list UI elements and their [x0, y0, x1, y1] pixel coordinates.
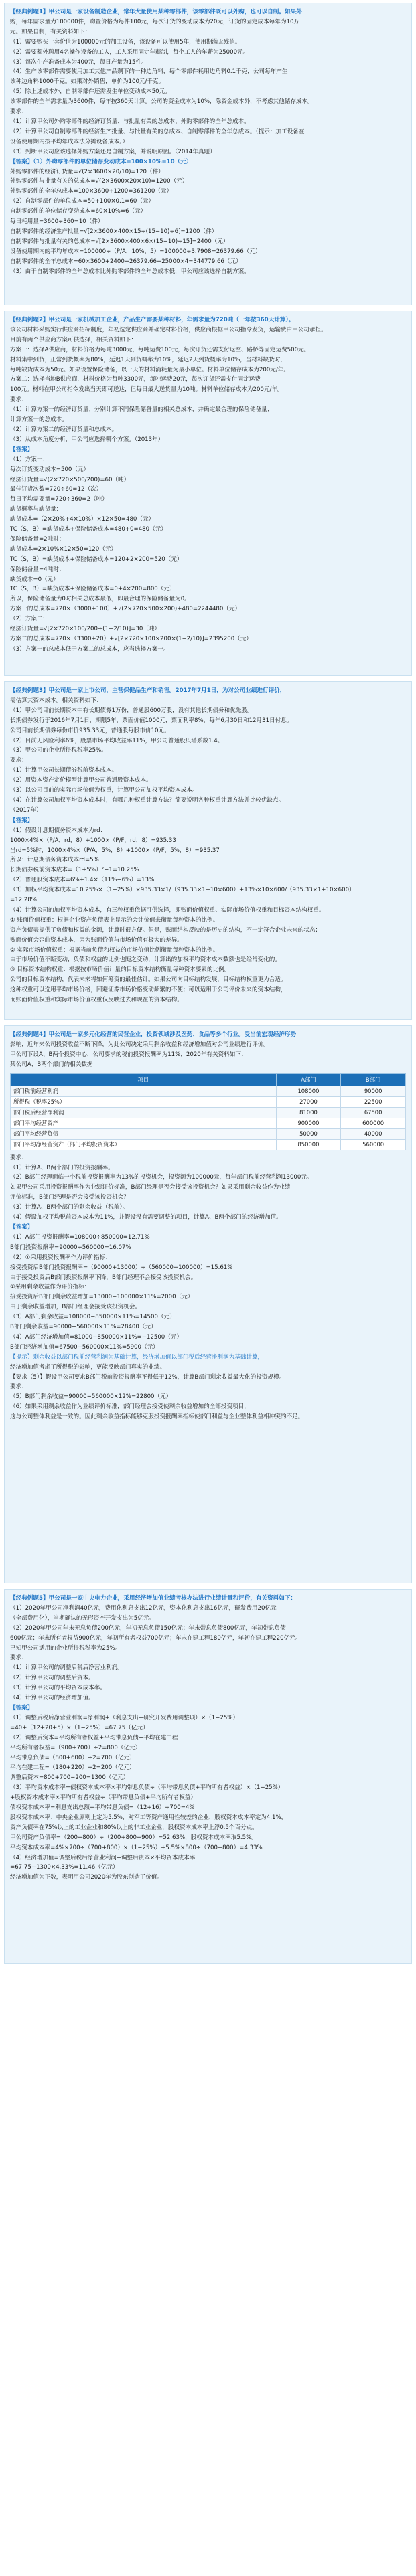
text-line: 所以，保险储备量为0时相关总成本最低，即最合理的保险储备量为0。	[10, 596, 190, 603]
text-line: 某公司A、B两个部门的相关数据	[10, 1061, 93, 1068]
text-line: （2）用资本资产定价模型计算甲公司普通股资本成本。	[10, 777, 152, 784]
table-row	[11, 1139, 406, 1150]
text-line: （1）2020年甲公司净利润40亿元，费用化利息支出12亿元，资本化利息支出16亿元，研发费用20亿元	[10, 1604, 277, 1612]
text-line: （2）计算甲公司自制零部件的经济生产批量、与批量有关的总成本、自制零部件的全年总成本。（提示：加工设备在	[10, 128, 305, 135]
text-line: 要求：	[10, 1383, 27, 1391]
text-line: 需估算其资本成本。相关资料如下：	[10, 697, 102, 704]
text-line: 调整后资本=800+700−200=1300（亿元）	[10, 1774, 129, 1782]
example-card-3	[4, 681, 412, 1020]
text-line: 甲公司下设A、B两个投资中心，公司要求的税前投资报酬率为11%，2020年有关资料如下：	[10, 1051, 247, 1058]
text-line: ③ 目标资本结构权重：根据按市场价值计量的目标资本结构衡量每种资本要素的比例。	[10, 966, 230, 974]
text-line: B部门剩余收益=90000−560000×11%=28400（元）	[10, 1324, 157, 1331]
text-line: （2）自制零部件的单位成本=50+100×0.1=60（元）	[10, 198, 155, 205]
text-line: 公司的目标资本结构，代表未来将如何筹资的最佳估计。如果公司向目标结构发展，目标结构权重更为合适。	[10, 976, 287, 984]
example-card-1	[4, 3, 412, 305]
text-line: （5）B部门剩余收益=90000−560000×12%=22800（元）	[10, 1393, 172, 1401]
text-line: （4）计算甲公司的经济增加值。	[10, 1695, 94, 1702]
text-line: TC（S，B）=缺货成本+保险储备成本=480+0=480（元）	[10, 526, 167, 533]
text-line: （4）在计算公司加权平均资本成本时，有哪几种权重计算方法？简要说明各种权重计算方法并比较优缺点。	[10, 796, 285, 804]
table-cell: 108000	[276, 1086, 341, 1096]
text-line: 【提示】剩余收益以部门税前经营利润为基础计算，经济增加值以部门税后经营净利润为基础计算，	[10, 1353, 264, 1361]
text-line: 由于接受投资后B部门投资报酬率下降，B部门经理不会接受该投资机会。	[10, 1274, 197, 1281]
text-line: 目前有两个供应商方案可供选择，相关资料如下：	[10, 336, 137, 343]
text-line: （3）加权平均资本成本=10.25%×（1−25%）×935.33×1/（935.33×1+10×600）+13%×10×600/（935.33×1+10×600）	[10, 887, 355, 894]
text-line: （3）计算甲公司的平均资本成本率。	[10, 1685, 106, 1692]
text-line: =67.75−1300×4.33%=11.46（亿元）	[10, 1864, 119, 1871]
text-line: （2）①采用投资报酬率作为评价指标：	[10, 1254, 111, 1261]
text-line: 每吨缺货成本为50元。如果设置保险储备，以一天的材料消耗量为最小单位。材料单位储存成本为200元/年。	[10, 366, 289, 373]
table-cell: 部门平均净经营资产（部门平均投资资本）	[11, 1139, 277, 1150]
text-line: ②采用剩余收益作为评价指标：	[10, 1284, 90, 1291]
text-line: （1）甲公司目前长期资本中有长期债券1万份，普通股600万股，没有其他长期债务和优先股。	[10, 707, 253, 714]
text-line: 【要求（5）】假设甲公司要求B部门税前投资报酬率不得低于12%，计算B部门剩余收益最大化的投资规模。	[10, 1373, 285, 1381]
text-line: （4）生产该零部件需要使用加工其他产品剩下的一种边角料，每个零部件耗用边角料0.1千克，公司每年产生	[10, 68, 288, 76]
table-cell: 900000	[276, 1118, 341, 1128]
table-row	[11, 1096, 406, 1107]
text-line: 要求：	[10, 757, 27, 764]
text-line: 【答案】	[10, 817, 33, 824]
text-line: （2）调整后资本=平均所有者权益+平均带息负债−平均在建工程	[10, 1734, 178, 1741]
text-line: （3）由于自制零部件的全年总成本比外购零部件的全年总成本低，甲公司应该选择自制方案。	[10, 268, 250, 275]
example-card-5	[4, 1589, 412, 1964]
text-line: 要求：	[10, 108, 27, 116]
text-line: （1）假设计息期债务资本成本为rd：	[10, 827, 107, 834]
table-cell: 560000	[341, 1139, 406, 1150]
text-line: （3）A部门剩余收益=108000−850000×11%=14500（元）	[10, 1314, 176, 1321]
text-line: （3）每次生产准备成本为400元，每日产量为15件。	[10, 58, 147, 66]
text-line: 外购零部件与批量有关的总成本=√(2×3600×20×10)=1200（元）	[10, 178, 188, 185]
text-line: 方案一：选择A供应商，材料价格为每吨3000元，每吨运费100元，每次订货还需支付返空、路桥等固定运费500元。	[10, 346, 310, 353]
table-cell: 部门平均经营资产	[11, 1118, 277, 1128]
text-line: （1）计算甲公司外购零部件的经济订货量、与批量有关的总成本、外购零部件的全年总成本。	[10, 118, 250, 125]
text-line: （4）A部门经济增加值=81000−850000×11%=−12500（元）	[10, 1333, 183, 1341]
text-line: 平均带息负债=（800+600）÷2=700（亿元）	[10, 1754, 135, 1762]
text-line: 【经典例题1】甲公司是一家设备制造企业，常年大量使用某种零部件，该零部件既可以外购，也可以自制。如果外	[10, 9, 302, 15]
text-line: 缺货成本=2×10%×12×50=120（元）	[10, 545, 117, 553]
text-line: B部门投资报酬率=90000÷560000=16.07%	[10, 1243, 131, 1251]
text-line: 债权资本成本率=利息支出总额÷平均带息负债=（12+16）÷700=4%	[10, 1804, 195, 1812]
text-line: 经济增加值为正数，表明甲公司2020年为股东创造了价值。	[10, 1874, 163, 1881]
table-header-cell: B部门	[341, 1073, 406, 1086]
text-line: （3）计算A、B两个部门的剩余收益（税前）。	[10, 1204, 129, 1211]
table-row	[11, 1086, 406, 1096]
table-cell: 40000	[341, 1128, 406, 1139]
table-body	[11, 1086, 406, 1150]
table-cell: 67500	[341, 1107, 406, 1118]
text-line: 影响，近年来公司投资收益不断下降，为此公司决定采用剩余收益和经济增加值对公司业绩进行评价。	[10, 1041, 269, 1048]
text-line: 设备使用期内按平均年成本法分摊设备成本。）	[10, 138, 129, 145]
text-line: 股权资本成本率：中央企业原则上定为5.5%，对军工等资产通用性较差的企业，股权资本成本率定为4.1%，	[10, 1814, 287, 1821]
text-line: （4）计算公司的加权平均资本成本，有三种权重依据可供选择，即账面价值权重、实际市场价值权重和目标资本结构权重。	[10, 906, 325, 914]
text-line: （2）目前无风险利率6%，股票市场平均收益率11%，甲公司普通股贝塔系数1.4。	[10, 737, 224, 744]
text-line: 600亿元；年末所有者权益900亿元，年初所有者权益700亿元；年末在建工程180亿元，年初在建工程220亿元。	[10, 1634, 301, 1642]
table-cell: 50000	[276, 1128, 341, 1139]
text-line: （2）2020年甲公司年末无息负债200亿元，年初无息负债150亿元；年末带息负债800亿元，年初带息负债	[10, 1624, 286, 1632]
text-line: 方案一的总成本=720×（3000+100）+√(2×720×500×200)+480=2244480（元）	[10, 606, 241, 613]
text-line: 由于市场价值不断变动，负债和权益的比例也随之变动，计算出的加权平均资本成本数额也是经常变化的。	[10, 956, 281, 964]
text-line: 【答案】（1）外购零部件的单位储存变动成本=100×10%=10（元）	[10, 158, 192, 165]
card-text-after	[10, 1153, 406, 1422]
text-line: 公司目前长期债券每份市价935.33元，普通股每股市价10元。	[10, 727, 170, 734]
text-line: 所以：计息期债务资本成本rd=5%	[10, 857, 99, 864]
text-line: （1）A部门投资报酬率=108000÷850000=12.71%	[10, 1233, 150, 1241]
text-line: （3）以公司目前的实际市场价值为权重，计算甲公司加权平均资本成本。	[10, 787, 198, 794]
text-line: TC（S，B）=缺货成本+保险储备成本=0+4×200=800（元）	[10, 586, 176, 593]
text-line: 1000×4%×（P/A，rd，8）+1000×（P/F，rd，8）=935.33	[10, 837, 176, 844]
text-line: 该公司材料采购实行供应商招标制度，年初选定供应商并确定材料价格，供应商根据甲公司指令发货，运输费由甲公司承担。	[10, 326, 327, 333]
text-line: 保险储备量=4吨时：	[10, 566, 65, 573]
text-line: 材料集中到货，正常到货概率为80%，延迟1天到货概率为10%，延迟2天到货概率为10%，当材料缺货时，	[10, 356, 286, 363]
text-line: （2）计算方案二的经济订货量和总成本。	[10, 426, 118, 433]
table-cell: 850000	[276, 1139, 341, 1150]
text-line: 每次订货变动成本=500（元）	[10, 466, 90, 473]
department-table	[10, 1073, 406, 1150]
text-line: B部门经济增加值=67500−560000×11%=5900（元）	[10, 1343, 159, 1351]
text-line: 经济增加值考虑了所得税的影响，更能反映部门真实的业绩。	[10, 1363, 166, 1371]
text-line: 【经典例题5】甲公司是一家中央电力企业，采用经济增加值业绩考核办法进行业绩计量和评价，有关资料如下：	[10, 1595, 297, 1602]
text-line: 【经典例题3】甲公司是一家上市公司，主营保健品生产和销售。2017年7月1日，为对公司业绩进行评价，	[10, 687, 286, 694]
text-line: 设备使用期内的平均年成本=100000÷（P/A，10%，5）=100000÷3.7908=26379.66（元）	[10, 248, 261, 255]
text-line: 资产负债率在75%以上的工业企业和80%以上的非工业企业，股权资本成本率上浮0.5个百分点。	[10, 1824, 258, 1831]
text-line: （4）假设加权平均税前资本成本为11%，并假设没有需要调整的项目，计算A、B两个部门的经济增加值。	[10, 1214, 282, 1221]
text-line: 自制零部件的经济生产批量=√[2×3600×400×15÷(15−10)÷6]=1200（件）	[10, 228, 218, 235]
table-row	[11, 1128, 406, 1139]
text-line: 【答案】	[10, 1223, 33, 1231]
table-header-cell: 项目	[11, 1073, 277, 1086]
text-line: （2）普通股资本成本=6%+1.4×（11%−6%）=13%	[10, 877, 155, 884]
text-line: （6）如果采用剩余收益作为业绩评价标准，部门经理会接受使剩余收益增加的全部投资项目，	[10, 1403, 250, 1411]
example-card-2	[4, 311, 412, 676]
text-line: 经济订货量=√[2×720×100/200÷(1−2/10)]=30（吨）	[10, 626, 161, 633]
example-card-4	[4, 1025, 412, 1583]
table-header-cell: A部门	[276, 1073, 341, 1086]
text-line: （2）需要额外聘用4名操作设备的工人，工人采用固定年薪制，每个工人的年薪为25000元。	[10, 48, 249, 56]
text-line: 自制零部件的单位储存变动成本=60×10%=6（元）	[10, 208, 147, 216]
text-line: 要求：	[10, 1654, 27, 1662]
text-line: 缺货成本=（2×20%+4×10%）×12×50=480（元）	[10, 516, 155, 523]
text-line: 计算方案一的总成本。	[10, 416, 68, 424]
table-cell: 22500	[341, 1096, 406, 1107]
text-line: （3）平均资本成本率=债权资本成本率×平均带息负债÷（平均带息负债+平均所有者权益）×（1−25%）	[10, 1784, 284, 1792]
text-line: +股权资本成本率×平均所有者权益÷（平均带息负债+平均所有者权益）	[10, 1794, 197, 1802]
text-line: 【经典例题2】甲公司是一家机械加工企业，产品生产需要某种材料，年需求量为720吨（一年按360天计算）。	[10, 317, 295, 323]
card-text	[10, 686, 406, 1005]
text-line: （2）B部门经理面临一个税前投资报酬率为13%的投资机会，投资额为100000元，每年部门税前经营利润13000元。	[10, 1174, 313, 1181]
text-line: （2）方案二：	[10, 616, 49, 623]
card-text	[10, 1030, 406, 1070]
text-line: 如果甲公司采用投资报酬率作为业绩评价标准，B部门经理是否会接受该投资机会？如果采用剩余收益作为业绩	[10, 1184, 291, 1191]
text-line: 【答案】	[10, 446, 33, 453]
text-line: （1）计算方案一的经济订货量；分别计算不同保险储备量的相关总成本，并确定最合理的保险储备量；	[10, 406, 273, 414]
text-line: 接受投资后B部门剩余收益增加=13000−100000×11%=2000（元）	[10, 1294, 194, 1301]
text-line: 平均在建工程=（180+220）÷2=200（亿元）	[10, 1764, 135, 1772]
text-line: （1）计算甲公司长期债券税前资本成本。	[10, 767, 118, 774]
text-line: 每日平均需要量=720÷360=2（吨）	[10, 496, 108, 503]
text-line: 【经典例题4】甲公司是一家多元化经营的民营企业，投资领域涉及医药、食品等多个行业。受当前宏观经济形势	[10, 1031, 297, 1038]
text-line: 经济订货量=√(2×720×500/200)=60（吨）	[10, 476, 130, 483]
text-line: 该零部件的全年需求量为3600件，每年按360天计算。公司的资金成本为10%，除资金成本外，不考虑其他储存成本。	[10, 98, 314, 106]
text-line: 最佳订货次数=720÷60=12（次）	[10, 486, 102, 493]
text-line: 甲公司资产负债率=（200+800）÷（200+800+900）=52.63%，股权资本成本率取5.5%。	[10, 1834, 257, 1841]
text-line: （1）计算A、B两个部门的投资报酬率。	[10, 1164, 114, 1171]
text-line: 这与公司整体利益是一致的。因此剩余收益指标能够克服投资报酬率指标使部门利益与企业整体利益相冲突的不足。	[10, 1413, 304, 1421]
text-line: 外购零部件的经济订货量=√(2×3600×20/10)=120（件）	[10, 168, 164, 175]
text-line: （1）需要购买一套价值为100000元的加工设备，该设备可以使用5年，使用期满无残值。	[10, 38, 241, 46]
text-line: 长期债券发行于2016年7月1日，期限5年，票面价值1000元，票面利率8%，每年6月30日和12月31日付息。	[10, 717, 293, 724]
text-line: 该种边角料1000千克。如果对外销售，单价为100元/千克。	[10, 78, 165, 86]
text-line: 要求：	[10, 1154, 27, 1161]
text-line: （2017年）	[10, 806, 42, 814]
text-line: 而账面价值权重和实际市场价值权重仅反映过去和现在的资本结构。	[10, 997, 183, 1004]
text-line: （1）调整后税后净营业利润=净利润+（利息支出+研究开发费用调整项）×（1−25%）	[10, 1714, 239, 1721]
table-cell: 部门平均经营负债	[11, 1128, 277, 1139]
table-row	[11, 1107, 406, 1118]
card-text	[10, 1594, 406, 1883]
text-line: 【答案】	[10, 1704, 33, 1711]
text-line: 当rd=5%时，1000×4%×（P/A，5%，8）+1000×（P/F，5%，8）=935.37	[10, 847, 220, 854]
text-line: 要求：	[10, 396, 27, 404]
text-line: （3）方案一的总成本低于方案二的总成本，应当选择方案一。	[10, 645, 169, 653]
card-text	[10, 315, 406, 655]
table-cell: 90000	[341, 1086, 406, 1096]
text-line: 长期债券税前资本成本=（1+5%）²−1=10.25%	[10, 867, 139, 874]
text-line: 缺货概率与缺货量：	[10, 506, 62, 513]
text-line: （3）甲公司的企业所得税税率25%。	[10, 747, 107, 754]
text-line: 保险储备量=2吨时：	[10, 535, 65, 543]
text-line: 外购零部件的全年总成本=100×3600+1200=361200（元）	[10, 188, 173, 195]
table-cell: 81000	[276, 1107, 341, 1118]
text-line: 资产负债表提供了负债和权益的金额，计算时很方便。但是，账面结构反映的是历史的结构，不一定符合企业未来的状态；	[10, 926, 322, 934]
text-line: （1）方案一：	[10, 456, 49, 463]
text-line: ① 账面价值权重：根据企业资产负债表上显示的会计价值来衡量每种资本的比例。	[10, 916, 219, 924]
text-line: TC（S，B）=缺货成本+保险储备成本=120+2×200=520（元）	[10, 555, 183, 563]
text-line: （4）经济增加值=调整后税后净营业利润−调整后资本×平均资本成本率	[10, 1854, 196, 1861]
table-cell: 部门税后经营净利润	[11, 1107, 277, 1118]
text-line: 自制零部件的全年总成本=60×3600+2400+26379.66+25000×4=344779.66（元）	[10, 258, 242, 265]
text-line: 平均资本成本率=4%×700÷（700+800）×（1−25%）+5.5%×800÷（700+800）=4.33%	[10, 1844, 263, 1851]
table-cell: 27000	[276, 1096, 341, 1107]
table-cell: 600000	[341, 1118, 406, 1128]
table-header-row	[11, 1073, 406, 1086]
text-line: 自制零部件与批量有关的总成本=√[2×3600×400×6×(15−10)÷15]=2400（元）	[10, 238, 229, 245]
text-line: 购，每年需求量为100000件，购置价格为每件100元，每次订货的变动成本为20元，订货的固定成本每年为10万	[10, 18, 300, 25]
text-line: 方案二的总成本=720×（3300+20）+√[2×720×100×200×(1−2/10)]=2395200（元）	[10, 636, 252, 642]
text-line: （5）除上述成本外，自制零部件还需发生单位变动成本50元。	[10, 88, 171, 96]
table-cell: 部门税前经营利润	[11, 1086, 277, 1096]
text-line: =12.28%	[10, 897, 37, 904]
text-line: 账面价值会歪曲资本成本，因为账面价值与市场价值有极大的差异。	[10, 936, 183, 944]
text-line: （全部费用化），当期确认的无形资产开发支出为5亿元。	[10, 1614, 155, 1622]
text-line: 缺货成本=0（元）	[10, 576, 59, 583]
card-text	[10, 7, 406, 276]
text-line: 方案二：选择当地B供应商，材料价格为每吨3300元，每吨运费20元，每次订货还需支付固定运费	[10, 376, 261, 383]
table-row	[11, 1118, 406, 1128]
text-line: 元。如果自制，有关资料如下：	[10, 28, 91, 35]
text-line: ② 实际市场价值权重：根据当前负债和权益的市场价值比例衡量每种资本的比例。	[10, 946, 219, 954]
text-line: 评价标准，B部门经理是否会接受该投资机会？	[10, 1194, 129, 1201]
text-line: 100元。材料在甲公司指令发出当天即可送达，但每日最大送货量为10吨。材料单位储存成本为200元/年。	[10, 386, 283, 394]
text-line: （3）从成本角度分析，甲公司应选择哪个方案。（2013年）	[10, 436, 164, 443]
text-line: 接受投资后B部门投资报酬率=（90000+13000）÷（560000+100000）=15.61%	[10, 1264, 233, 1271]
text-line: （3）判断甲公司应该选择外购方案还是自制方案，并说明原因。（2014年真题）	[10, 148, 216, 155]
table-cell: 所得税（税率25%）	[11, 1096, 277, 1107]
text-line: =40+（12+20+5）×（1−25%）=67.75（亿元）	[10, 1724, 149, 1731]
text-line: 平均所有者权益=（900+700）÷2=800（亿元）	[10, 1744, 141, 1751]
text-line: （2）计算甲公司的调整后资本。	[10, 1675, 94, 1682]
text-line: 这种权重可以选用平均市场价格，回避证券市场价格变动频繁的不便；可以适用于公司评价未来的资本结构，	[10, 986, 287, 994]
text-line: 已知甲公司适用的企业所得税税率为25%。	[10, 1644, 121, 1652]
text-line: 由于剩余收益增加，B部门经理会接受该投资机会。	[10, 1304, 141, 1311]
text-line: （1）计算甲公司的调整后税后净营业利润。	[10, 1664, 123, 1672]
text-line: 每日耗用量=3600÷360=10（件）	[10, 218, 104, 226]
